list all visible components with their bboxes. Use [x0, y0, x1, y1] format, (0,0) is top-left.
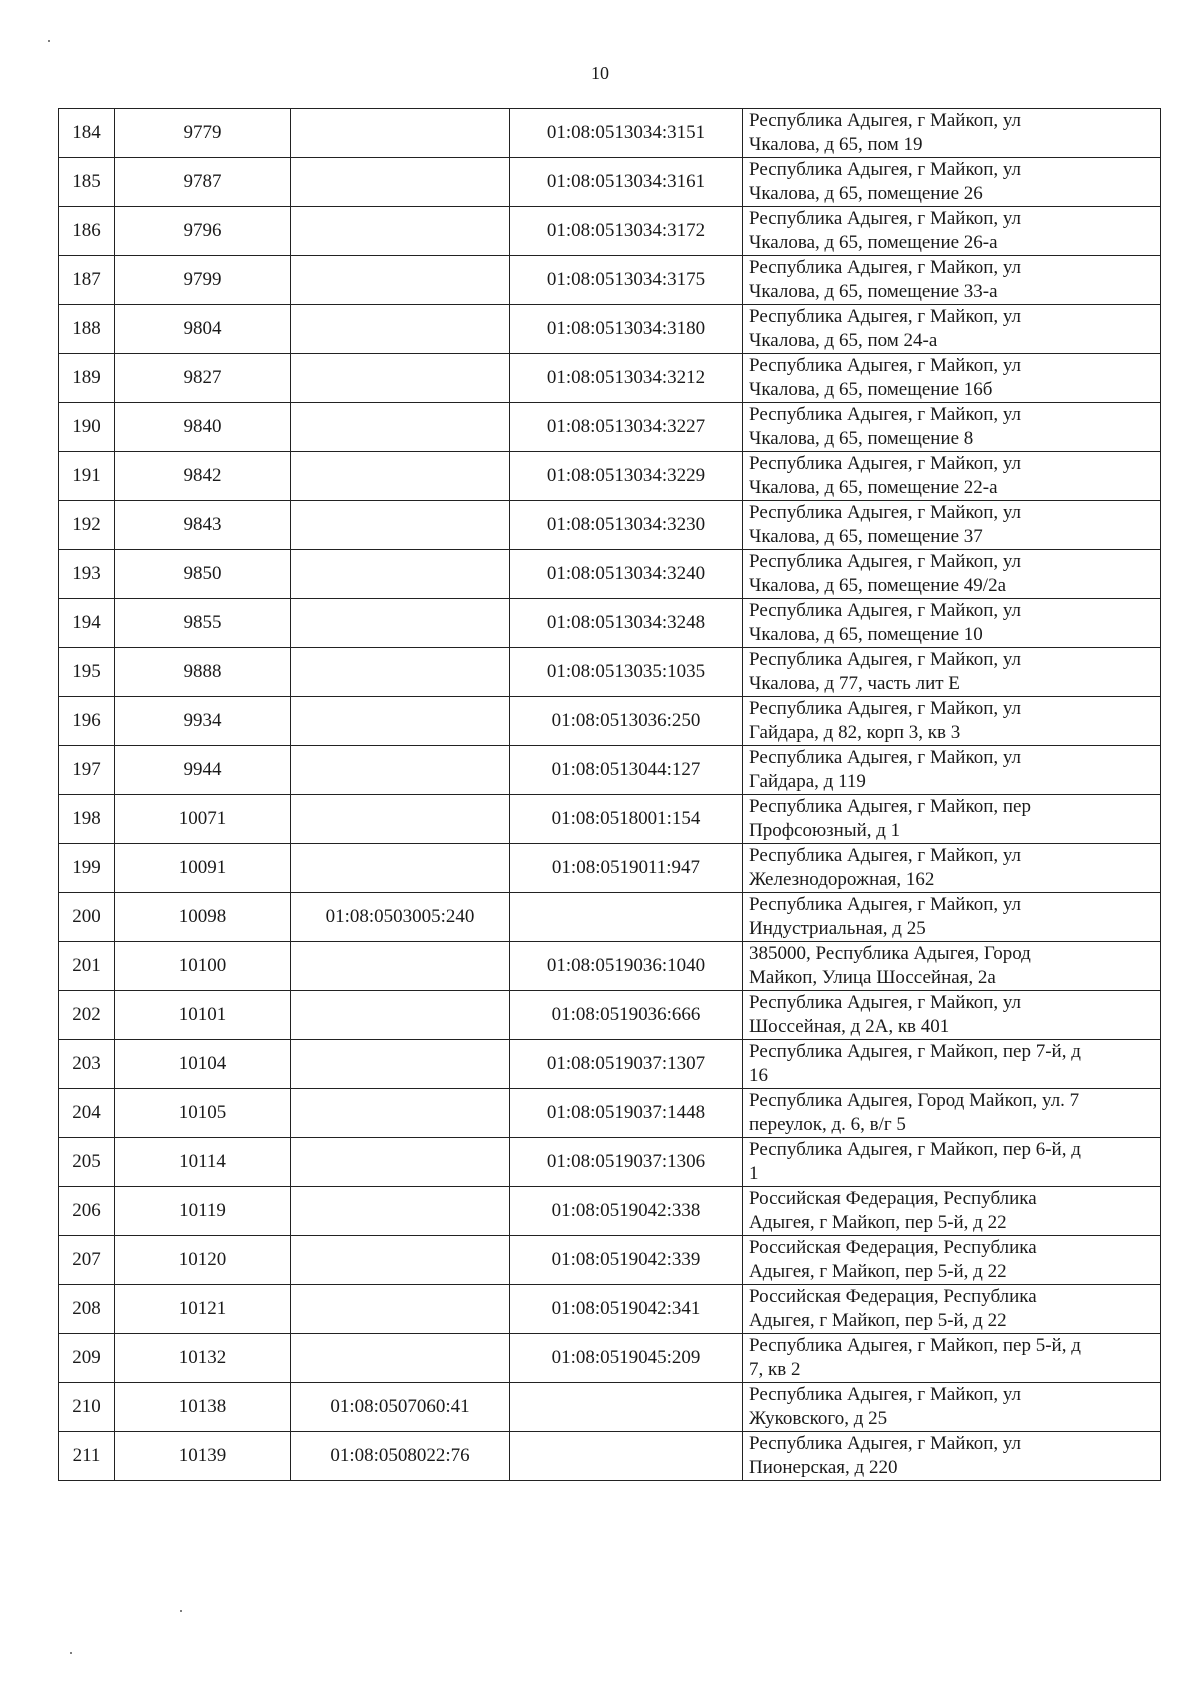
object-cadastral-number-cell: 01:08:0513034:3229 [510, 452, 743, 501]
land-cadastral-number-cell [291, 109, 510, 158]
table-row [59, 991, 1161, 1040]
land-cadastral-number-cell: 01:08:0507060:41 [291, 1383, 510, 1432]
table-row [59, 256, 1161, 305]
address-cell [743, 550, 1161, 599]
address-cell [743, 893, 1161, 942]
registry-id-cell: 9787 [115, 158, 291, 207]
address-line: Гайдара, д 119 [749, 771, 866, 792]
address-cell [743, 354, 1161, 403]
object-cadastral-number-cell: 01:08:0519036:666 [510, 991, 743, 1040]
object-cadastral-number-cell [510, 1383, 743, 1432]
address-cell [743, 1236, 1161, 1285]
table-row [59, 697, 1161, 746]
address-line: Российская Федерация, Республика [749, 1188, 1037, 1209]
address-cell [743, 452, 1161, 501]
table-row [59, 452, 1161, 501]
table-row [59, 1040, 1161, 1089]
registry-id-cell: 9855 [115, 599, 291, 648]
land-cadastral-number-cell [291, 1334, 510, 1383]
object-cadastral-number-cell: 01:08:0519042:339 [510, 1236, 743, 1285]
object-cadastral-number-cell: 01:08:0513044:127 [510, 746, 743, 795]
object-cadastral-number-cell: 01:08:0513035:1035 [510, 648, 743, 697]
row-number-cell: 197 [59, 746, 115, 795]
address-line: Республика Адыгея, г Майкоп, ул [749, 992, 1022, 1013]
object-cadastral-number-cell: 01:08:0513034:3161 [510, 158, 743, 207]
row-number-cell: 184 [59, 109, 115, 158]
table-row [59, 893, 1161, 942]
row-number-cell: 195 [59, 648, 115, 697]
row-number-cell: 189 [59, 354, 115, 403]
land-cadastral-number-cell [291, 1089, 510, 1138]
address-line: Чкалова, д 65, помещение 37 [749, 526, 983, 547]
address-line: Шоссейная, д 2А, кв 401 [749, 1016, 950, 1037]
address-line: Республика Адыгея, г Майкоп, пер 6-й, д [749, 1139, 1081, 1160]
land-cadastral-number-cell [291, 746, 510, 795]
address-cell [743, 1432, 1161, 1481]
land-cadastral-number-cell [291, 1138, 510, 1187]
land-cadastral-number-cell [291, 1040, 510, 1089]
address-line: Пионерская, д 220 [749, 1457, 898, 1478]
address-line: Чкалова, д 65, помещение 8 [749, 428, 974, 449]
registry-id-cell: 10114 [115, 1138, 291, 1187]
registry-id-cell: 10121 [115, 1285, 291, 1334]
address-line: Республика Адыгея, г Майкоп, ул [749, 551, 1022, 572]
land-cadastral-number-cell [291, 648, 510, 697]
land-cadastral-number-cell [291, 207, 510, 256]
address-line: Жуковского, д 25 [749, 1408, 888, 1429]
address-line: переулок, д. 6, в/г 5 [749, 1114, 906, 1135]
address-line: Республика Адыгея, г Майкоп, ул [749, 404, 1022, 425]
table-row [59, 1285, 1161, 1334]
address-line: Республика Адыгея, г Майкоп, ул [749, 355, 1022, 376]
address-line: Республика Адыгея, г Майкоп, пер 5-й, д [749, 1335, 1081, 1356]
address-cell [743, 1187, 1161, 1236]
object-cadastral-number-cell [510, 893, 743, 942]
land-cadastral-number-cell [291, 158, 510, 207]
object-cadastral-number-cell: 01:08:0513034:3180 [510, 305, 743, 354]
address-line: Чкалова, д 65, помещение 26-а [749, 232, 998, 253]
object-cadastral-number-cell: 01:08:0519037:1306 [510, 1138, 743, 1187]
registry-id-cell: 10098 [115, 893, 291, 942]
land-cadastral-number-cell [291, 305, 510, 354]
address-line: Республика Адыгея, г Майкоп, ул [749, 845, 1022, 866]
address-cell [743, 746, 1161, 795]
land-cadastral-number-cell [291, 844, 510, 893]
table-row [59, 1138, 1161, 1187]
address-cell [743, 1383, 1161, 1432]
address-line: Российская Федерация, Республика [749, 1237, 1037, 1258]
address-cell [743, 256, 1161, 305]
table-row [59, 746, 1161, 795]
registry-id-cell: 10104 [115, 1040, 291, 1089]
address-line: Чкалова, д 65, помещение 16б [749, 379, 993, 400]
land-cadastral-number-cell: 01:08:0503005:240 [291, 893, 510, 942]
address-line: Республика Адыгея, г Майкоп, ул [749, 649, 1022, 670]
table-row [59, 501, 1161, 550]
table-row [59, 795, 1161, 844]
address-line: Республика Адыгея, г Майкоп, ул [749, 502, 1022, 523]
table-row [59, 1334, 1161, 1383]
address-line: Республика Адыгея, г Майкоп, ул [749, 1433, 1022, 1454]
address-line: Республика Адыгея, г Майкоп, ул [749, 453, 1022, 474]
table-row [59, 550, 1161, 599]
land-cadastral-number-cell [291, 256, 510, 305]
row-number-cell: 196 [59, 697, 115, 746]
address-cell [743, 942, 1161, 991]
land-cadastral-number-cell [291, 697, 510, 746]
address-line: Российская Федерация, Республика [749, 1286, 1037, 1307]
registry-id-cell: 9842 [115, 452, 291, 501]
address-line: Республика Адыгея, г Майкоп, ул [749, 306, 1022, 327]
table-row [59, 648, 1161, 697]
registry-id-cell: 10071 [115, 795, 291, 844]
row-number-cell: 191 [59, 452, 115, 501]
row-number-cell: 198 [59, 795, 115, 844]
object-cadastral-number-cell: 01:08:0519011:947 [510, 844, 743, 893]
address-cell [743, 599, 1161, 648]
table-row [59, 305, 1161, 354]
address-line: 7, кв 2 [749, 1359, 801, 1380]
registry-id-cell: 10120 [115, 1236, 291, 1285]
address-cell [743, 109, 1161, 158]
row-number-cell: 206 [59, 1187, 115, 1236]
land-cadastral-number-cell [291, 501, 510, 550]
registry-id-cell: 10132 [115, 1334, 291, 1383]
registry-id-cell: 10105 [115, 1089, 291, 1138]
land-cadastral-number-cell [291, 1236, 510, 1285]
scan-speck [48, 40, 50, 42]
address-cell [743, 1040, 1161, 1089]
address-line: Республика Адыгея, г Майкоп, ул [749, 257, 1022, 278]
row-number-cell: 202 [59, 991, 115, 1040]
address-line: Республика Адыгея, г Майкоп, ул [749, 894, 1022, 915]
address-line: Республика Адыгея, г Майкоп, ул [749, 600, 1022, 621]
row-number-cell: 205 [59, 1138, 115, 1187]
row-number-cell: 194 [59, 599, 115, 648]
table-row [59, 354, 1161, 403]
address-line: Республика Адыгея, г Майкоп, ул [749, 747, 1022, 768]
address-line: Республика Адыгея, г Майкоп, ул [749, 159, 1022, 180]
table-row [59, 1432, 1161, 1481]
address-line: Чкалова, д 65, помещение 10 [749, 624, 983, 645]
address-cell [743, 158, 1161, 207]
address-cell [743, 1334, 1161, 1383]
address-line: Адыгея, г Майкоп, пер 5-й, д 22 [749, 1310, 1007, 1331]
address-line: Республика Адыгея, г Майкоп, ул [749, 1384, 1022, 1405]
address-line: Республика Адыгея, Город Майкоп, ул. 7 [749, 1090, 1080, 1111]
land-cadastral-number-cell: 01:08:0508022:76 [291, 1432, 510, 1481]
table-row [59, 942, 1161, 991]
table-row [59, 844, 1161, 893]
address-cell [743, 305, 1161, 354]
object-cadastral-number-cell: 01:08:0519042:341 [510, 1285, 743, 1334]
row-number-cell: 210 [59, 1383, 115, 1432]
object-cadastral-number-cell: 01:08:0513034:3212 [510, 354, 743, 403]
row-number-cell: 188 [59, 305, 115, 354]
address-line: Чкалова, д 65, помещение 49/2а [749, 575, 1007, 596]
scan-speck [70, 1652, 72, 1654]
registry-id-cell: 9888 [115, 648, 291, 697]
row-number-cell: 207 [59, 1236, 115, 1285]
registry-id-cell: 10119 [115, 1187, 291, 1236]
object-cadastral-number-cell: 01:08:0513034:3175 [510, 256, 743, 305]
address-line: Республика Адыгея, г Майкоп, ул [749, 110, 1022, 131]
object-cadastral-number-cell: 01:08:0513034:3248 [510, 599, 743, 648]
registry-id-cell: 10091 [115, 844, 291, 893]
address-line: Гайдара, д 82, корп 3, кв 3 [749, 722, 961, 743]
registry-id-cell: 10139 [115, 1432, 291, 1481]
address-line: Профсоюзный, д 1 [749, 820, 901, 841]
address-line: Чкалова, д 65, помещение 33-а [749, 281, 998, 302]
address-line: 385000, Республика Адыгея, Город [749, 943, 1031, 964]
address-cell [743, 207, 1161, 256]
address-cell [743, 648, 1161, 697]
address-line: Чкалова, д 65, помещение 26 [749, 183, 983, 204]
object-cadastral-number-cell: 01:08:0513034:3151 [510, 109, 743, 158]
object-cadastral-number-cell: 01:08:0519037:1448 [510, 1089, 743, 1138]
address-cell [743, 1285, 1161, 1334]
land-cadastral-number-cell [291, 403, 510, 452]
address-line: Адыгея, г Майкоп, пер 5-й, д 22 [749, 1212, 1007, 1233]
object-cadastral-number-cell: 01:08:0518001:154 [510, 795, 743, 844]
row-number-cell: 204 [59, 1089, 115, 1138]
registry-id-cell: 9796 [115, 207, 291, 256]
address-line: 1 [749, 1163, 759, 1184]
object-cadastral-number-cell: 01:08:0513034:3230 [510, 501, 743, 550]
table-row [59, 1089, 1161, 1138]
address-cell [743, 697, 1161, 746]
row-number-cell: 201 [59, 942, 115, 991]
land-cadastral-number-cell [291, 991, 510, 1040]
registry-id-cell: 9804 [115, 305, 291, 354]
row-number-cell: 211 [59, 1432, 115, 1481]
table-row [59, 1236, 1161, 1285]
row-number-cell: 209 [59, 1334, 115, 1383]
address-line: Чкалова, д 65, пом 24-а [749, 330, 938, 351]
address-line: Чкалова, д 65, пом 19 [749, 134, 923, 155]
object-cadastral-number-cell: 01:08:0513034:3227 [510, 403, 743, 452]
land-cadastral-number-cell [291, 942, 510, 991]
row-number-cell: 186 [59, 207, 115, 256]
table-row [59, 1383, 1161, 1432]
table-row [59, 599, 1161, 648]
land-cadastral-number-cell [291, 1285, 510, 1334]
object-cadastral-number-cell [510, 1432, 743, 1481]
table-row [59, 109, 1161, 158]
row-number-cell: 185 [59, 158, 115, 207]
row-number-cell: 203 [59, 1040, 115, 1089]
registry-id-cell: 9779 [115, 109, 291, 158]
address-line: Железнодорожная, 162 [749, 869, 935, 890]
registry-table-body [59, 109, 1161, 1481]
row-number-cell: 193 [59, 550, 115, 599]
registry-id-cell: 9944 [115, 746, 291, 795]
registry-id-cell: 9840 [115, 403, 291, 452]
land-cadastral-number-cell [291, 550, 510, 599]
registry-id-cell: 9843 [115, 501, 291, 550]
page-number: 10 [591, 63, 609, 83]
row-number-cell: 187 [59, 256, 115, 305]
table-row [59, 403, 1161, 452]
row-number-cell: 200 [59, 893, 115, 942]
address-line: Республика Адыгея, г Майкоп, пер [749, 796, 1031, 817]
land-cadastral-number-cell [291, 795, 510, 844]
row-number-cell: 199 [59, 844, 115, 893]
row-number-cell: 190 [59, 403, 115, 452]
registry-id-cell: 9827 [115, 354, 291, 403]
object-cadastral-number-cell: 01:08:0519045:209 [510, 1334, 743, 1383]
address-line: Индустриальная, д 25 [749, 918, 926, 939]
scan-speck [180, 1610, 182, 1612]
property-registry-table [58, 108, 1161, 1481]
row-number-cell: 208 [59, 1285, 115, 1334]
object-cadastral-number-cell: 01:08:0513036:250 [510, 697, 743, 746]
address-cell [743, 844, 1161, 893]
table-row [59, 1187, 1161, 1236]
address-line: 16 [749, 1065, 768, 1086]
address-cell [743, 403, 1161, 452]
address-line: Республика Адыгея, г Майкоп, ул [749, 208, 1022, 229]
object-cadastral-number-cell: 01:08:0519037:1307 [510, 1040, 743, 1089]
registry-id-cell: 10138 [115, 1383, 291, 1432]
table-row [59, 158, 1161, 207]
address-line: Майкоп, Улица Шоссейная, 2а [749, 967, 996, 988]
object-cadastral-number-cell: 01:08:0519036:1040 [510, 942, 743, 991]
registry-id-cell: 9799 [115, 256, 291, 305]
table-row [59, 207, 1161, 256]
registry-id-cell: 9850 [115, 550, 291, 599]
land-cadastral-number-cell [291, 599, 510, 648]
land-cadastral-number-cell [291, 452, 510, 501]
address-cell [743, 1089, 1161, 1138]
object-cadastral-number-cell: 01:08:0513034:3172 [510, 207, 743, 256]
address-cell [743, 991, 1161, 1040]
registry-id-cell: 10100 [115, 942, 291, 991]
address-line: Республика Адыгея, г Майкоп, ул [749, 698, 1022, 719]
registry-id-cell: 10101 [115, 991, 291, 1040]
address-cell [743, 1138, 1161, 1187]
object-cadastral-number-cell: 01:08:0519042:338 [510, 1187, 743, 1236]
address-line: Адыгея, г Майкоп, пер 5-й, д 22 [749, 1261, 1007, 1282]
address-line: Чкалова, д 77, часть лит Е [749, 673, 960, 694]
object-cadastral-number-cell: 01:08:0513034:3240 [510, 550, 743, 599]
address-cell [743, 795, 1161, 844]
address-line: Чкалова, д 65, помещение 22-а [749, 477, 998, 498]
land-cadastral-number-cell [291, 1187, 510, 1236]
land-cadastral-number-cell [291, 354, 510, 403]
row-number-cell: 192 [59, 501, 115, 550]
address-line: Республика Адыгея, г Майкоп, пер 7-й, д [749, 1041, 1081, 1062]
address-cell [743, 501, 1161, 550]
registry-id-cell: 9934 [115, 697, 291, 746]
